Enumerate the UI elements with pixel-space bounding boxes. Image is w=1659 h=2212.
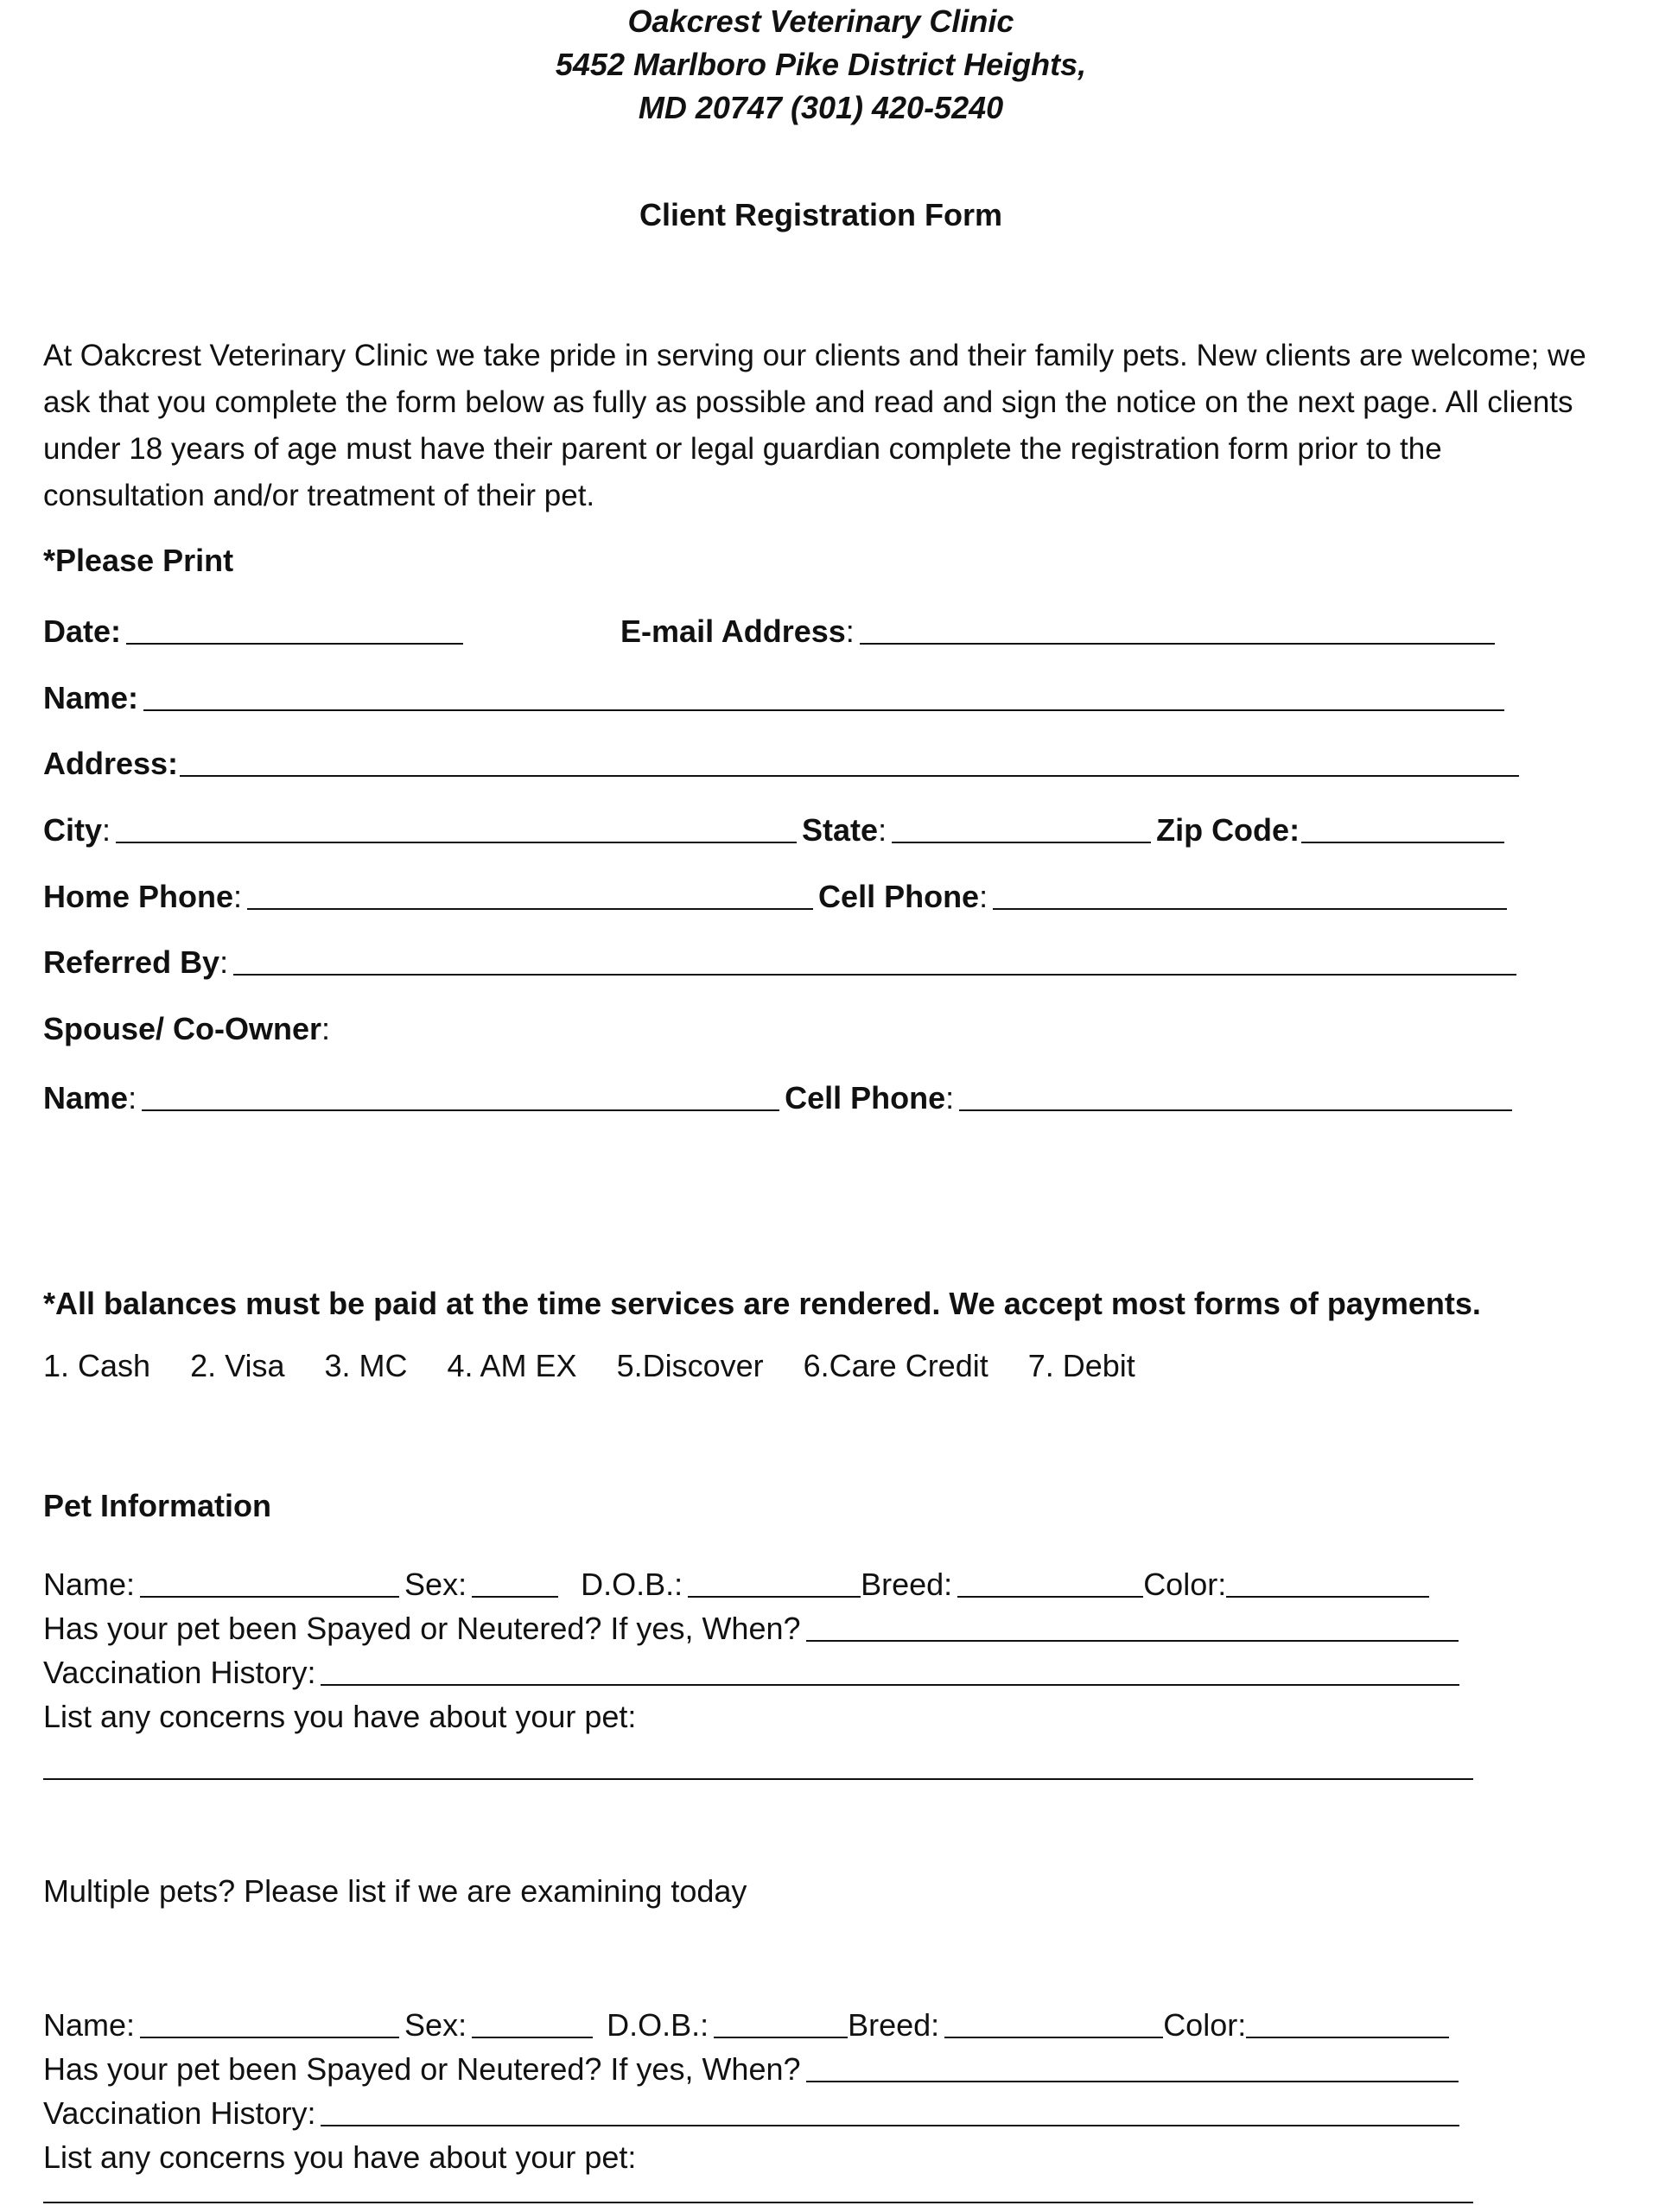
zip-field[interactable] (1301, 841, 1504, 843)
payment-method: 5.Discover (616, 1348, 764, 1383)
pet-spayed-field[interactable] (806, 1639, 1459, 1642)
payment-method: 7. Debit (1027, 1348, 1135, 1383)
home-phone-field[interactable] (247, 907, 813, 910)
pet-color-label: Color: (1163, 2007, 1247, 2043)
spouse-name-colon: : (128, 1080, 137, 1116)
state-colon: : (878, 812, 887, 848)
state-field[interactable] (892, 841, 1151, 843)
date-field[interactable] (126, 642, 463, 645)
city-colon: : (102, 812, 111, 848)
pet-dob-label: D.O.B.: (581, 1567, 683, 1602)
pet-name-label: Name: (43, 2007, 136, 2043)
pet-1-spayed-row (43, 1611, 1464, 1647)
spouse-name-cell-row (43, 1080, 1517, 1116)
pet-breed-label: Breed: (848, 2007, 940, 2043)
pet-sex-label: Sex: (404, 1567, 467, 1602)
cell-phone-colon: : (979, 879, 988, 914)
pet-vaccination-label: Vaccination History: (43, 2095, 316, 2131)
spouse-row (43, 1011, 330, 1047)
payment-method: 4. AM EX (447, 1348, 577, 1383)
intro-paragraph: At Oakcrest Veterinary Clinic we take pride in serving our clients and their family pets. New clients are welcome; we ask that you complete the form below as fully as possible and read and sign the notice on the next page. All clients under 18 years of age must have their parent or legal guardian complete the registration form prior to the consultation and/or treatment of their pet. (43, 339, 1586, 512)
date-email-row (43, 613, 1500, 650)
payment-methods-list (43, 1348, 1135, 1384)
form-title: Client Registration Form (639, 197, 1003, 232)
pet-color-field[interactable] (1246, 2036, 1449, 2038)
payment-method: 3. MC (324, 1348, 408, 1383)
cell-phone-field[interactable] (993, 907, 1507, 910)
city-field[interactable] (116, 841, 797, 843)
pet-dob-field[interactable] (714, 2036, 848, 2038)
name-label: Name: (43, 680, 139, 715)
pet-name-label: Name: (43, 1567, 136, 1602)
pet-name-field[interactable] (140, 2036, 399, 2038)
city-state-zip-row (43, 812, 1510, 849)
name-field[interactable] (143, 709, 1504, 711)
pet-1-details-row (43, 1567, 1434, 1603)
email-field[interactable] (860, 642, 1495, 645)
clinic-address-line-1: 5452 Marlboro Pike District Heights, (555, 47, 1087, 82)
pet-1-vaccination-row (43, 1655, 1465, 1691)
pet-spayed-label: Has your pet been Spayed or Neutered? If yes, When? (43, 2051, 801, 2087)
pet-sex-field[interactable] (472, 2036, 593, 2038)
referred-row (43, 944, 1522, 981)
pet-dob-label: D.O.B.: (607, 2007, 709, 2043)
pet-name-field[interactable] (140, 1595, 399, 1598)
date-label: Date: (43, 613, 122, 649)
city-label: City (43, 812, 103, 848)
email-label: E-mail Address (620, 613, 846, 649)
pet-spayed-field[interactable] (806, 2080, 1459, 2082)
payment-method: 1. Cash (43, 1348, 151, 1383)
spouse-colon: : (321, 1011, 331, 1046)
address-row (43, 746, 1524, 782)
spouse-cell-label: Cell Phone (785, 1080, 946, 1116)
spouse-cell-field[interactable] (959, 1109, 1512, 1111)
zip-label: Zip Code: (1156, 812, 1300, 848)
pet-color-label: Color: (1143, 1567, 1227, 1602)
referred-field[interactable] (233, 973, 1516, 976)
spouse-cell-colon: : (945, 1080, 955, 1116)
email-colon: : (845, 613, 855, 649)
pet-concerns-field[interactable] (43, 1777, 1473, 1780)
spouse-name-label: Name (43, 1080, 129, 1116)
spouse-name-field[interactable] (142, 1109, 779, 1111)
clinic-name: Oakcrest Veterinary Clinic (627, 3, 1014, 39)
pet-concerns-label: List any concerns you have about your pet: (43, 2139, 637, 2175)
clinic-header (0, 0, 1642, 130)
payment-method: 2. Visa (190, 1348, 285, 1383)
pet-sex-label: Sex: (404, 2007, 467, 2043)
clinic-address-line-2: MD 20747 (301) 420-5240 (638, 90, 1004, 125)
pet-vaccination-label: Vaccination History: (43, 1655, 316, 1690)
address-label: Address: (43, 746, 179, 781)
payment-method: 6.Care Credit (803, 1348, 988, 1383)
pet-sex-field[interactable] (472, 1595, 558, 1598)
name-row (43, 680, 1510, 716)
address-field[interactable] (180, 774, 1519, 777)
referred-label: Referred By (43, 944, 220, 980)
pet-breed-label: Breed: (861, 1567, 953, 1602)
pet-breed-field[interactable] (944, 2036, 1163, 2038)
pet-breed-field[interactable] (957, 1595, 1143, 1598)
state-label: State (802, 812, 879, 848)
please-print-note: *Please Print (43, 543, 234, 578)
pet-vaccination-field[interactable] (321, 2124, 1459, 2126)
pet-info-title: Pet Information (43, 1488, 272, 1523)
multiple-pets-note: Multiple pets? Please list if we are examining today (43, 1873, 747, 1909)
cell-phone-label: Cell Phone (818, 879, 980, 914)
home-phone-colon: : (233, 879, 243, 914)
balance-notice: *All balances must be paid at the time services are rendered. We accept most forms of payments. (43, 1286, 1481, 1321)
pet-concerns-label: List any concerns you have about your pet: (43, 1699, 637, 1734)
pet-dob-field[interactable] (688, 1595, 861, 1598)
spouse-label: Spouse/ Co-Owner (43, 1011, 322, 1046)
referred-colon: : (219, 944, 229, 980)
pet-2-details-row (43, 2007, 1454, 2044)
phone-row (43, 879, 1512, 915)
home-phone-label: Home Phone (43, 879, 234, 914)
pet-concerns-field[interactable] (43, 2201, 1473, 2203)
pet-spayed-label: Has your pet been Spayed or Neutered? If yes, When? (43, 1611, 801, 1646)
pet-2-vaccination-row (43, 2095, 1465, 2132)
pet-vaccination-field[interactable] (321, 1683, 1459, 1686)
pet-2-spayed-row (43, 2051, 1464, 2088)
pet-color-field[interactable] (1226, 1595, 1429, 1598)
